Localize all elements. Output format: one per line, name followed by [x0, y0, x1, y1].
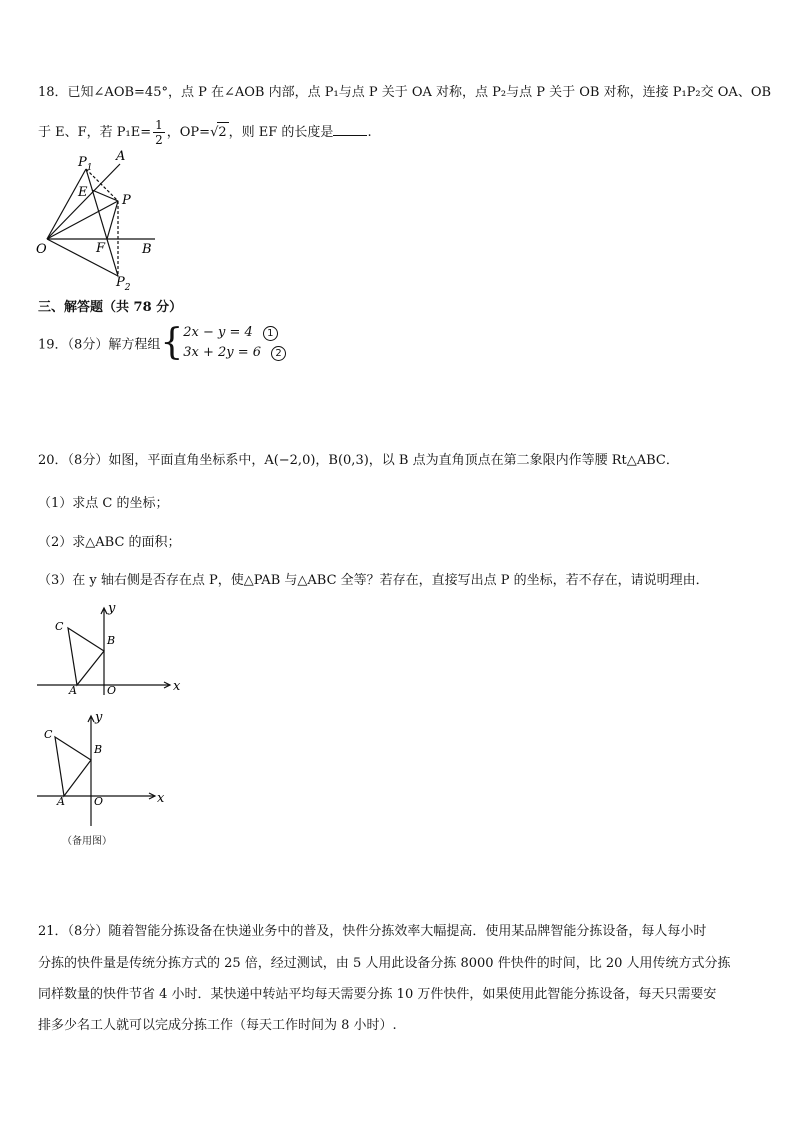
q18-figure — [30, 148, 170, 293]
equation-2: 3x + 2y = 6 — [183, 345, 262, 360]
brace: { — [160, 322, 184, 363]
label-p2: $P_2$ — [116, 275, 131, 293]
fig1-label-b: B — [107, 634, 116, 647]
label-a: A — [116, 149, 126, 164]
fig1-label-c: C — [55, 620, 64, 633]
q18-line2 — [38, 118, 372, 147]
q21-line1: 21．（8分）随着智能分拣设备在快递业务中的普及，快件分拣效率大幅提高．使用某品牌智能分拣设备，每人每小时 — [38, 924, 707, 939]
q18-line2-b: ，OP= — [166, 125, 211, 140]
equation-1: 2x − y = 4 — [183, 325, 253, 340]
fig1-label-x: x — [173, 679, 181, 694]
fig2-label-o: O — [94, 795, 104, 808]
q19-prefix: 19．（8分）解方程组 — [38, 337, 161, 353]
q20-figure-2 — [35, 708, 175, 833]
fig2-label-a: A — [57, 795, 65, 808]
q19 — [38, 323, 286, 363]
q18-frac-num: 1 — [155, 118, 163, 132]
triangle-abc — [68, 628, 104, 685]
fig1-label-a: A — [69, 684, 77, 697]
fig2-label-x: x — [157, 791, 165, 806]
q18-fraction — [153, 118, 165, 147]
q20-figure-1 — [35, 598, 185, 698]
equation-row-2 — [183, 343, 286, 363]
q20-sub2: （2）求△ABC 的面积； — [38, 535, 181, 550]
label-o: O — [36, 242, 47, 257]
q20-sub3: （3）在 y 轴右侧是否存在点 P，使△PAB 与△ABC 全等？若存在，直接写出点 P 的坐标，若不存在，请说明理由． — [38, 573, 709, 588]
section-title: 三、解答题（共 78 分） — [38, 300, 183, 315]
q21-line2: 分拣的快件量是传统分拣方式的 25 倍，经过测试，由 5 人用此设备分拣 8000 件快件的时间，比 20 人用传统方式分拣 — [38, 956, 731, 971]
q21-line4: 排多少名工人就可以完成分拣工作（每天工作时间为 8 小时）. — [38, 1018, 397, 1033]
fig1-label-y: y — [108, 601, 116, 616]
q21-line3: 同样数量的快件节省 4 小时．某快递中转站平均每天需要分拣 10 万件快件，如果使用此智能分拣设备，每天只需要安 — [38, 987, 717, 1002]
figure-caption: （备用图） — [62, 836, 112, 847]
label-p: P — [122, 193, 131, 208]
ray-oa — [47, 164, 120, 239]
segment-op2 — [47, 239, 118, 276]
segment-pf — [107, 201, 118, 239]
q18-line2-c: ，则 EF 的长度是 — [228, 125, 334, 140]
q18-line2-end: . — [367, 125, 372, 140]
circled-number-1: 1 — [263, 326, 278, 341]
q20-line1: 20．（8分）如图，平面直角坐标系中，A(−2,0)，B(0,3)，以 B 点为直角顶点在第二象限内作等腰 Rt△ABC． — [38, 453, 679, 468]
label-f: F — [96, 241, 106, 256]
label-e: E — [78, 185, 88, 200]
q18-line2-a: 于 E、F，若 P₁E= — [38, 125, 152, 140]
equation-row-1 — [183, 323, 286, 343]
q18-sqrt-value: 2 — [217, 122, 228, 143]
fig1-label-o: O — [107, 684, 117, 697]
label-b: B — [142, 242, 152, 257]
fig2-label-b: B — [94, 743, 103, 756]
sqrt-sign: √ — [210, 125, 219, 140]
answer-blank[interactable] — [333, 123, 367, 136]
q18-line1: 18．已知∠AOB=45°，点 P 在∠AOB 内部，点 P₁与点 P 关于 OA 对称，点 P₂与点 P 关于 OB 对称，连接 P₁P₂交 OA、OB — [38, 85, 772, 100]
fig2-label-y: y — [95, 710, 103, 725]
segment-pe — [92, 190, 118, 201]
fig2-label-c: C — [44, 728, 53, 741]
triangle-abc — [55, 737, 91, 796]
equation-system — [183, 323, 286, 363]
q18-frac-den: 2 — [155, 133, 163, 147]
circled-number-2: 2 — [271, 346, 286, 361]
q20-sub1: （1）求点 C 的坐标； — [38, 496, 169, 511]
label-p1: $P_1$ — [78, 155, 93, 173]
